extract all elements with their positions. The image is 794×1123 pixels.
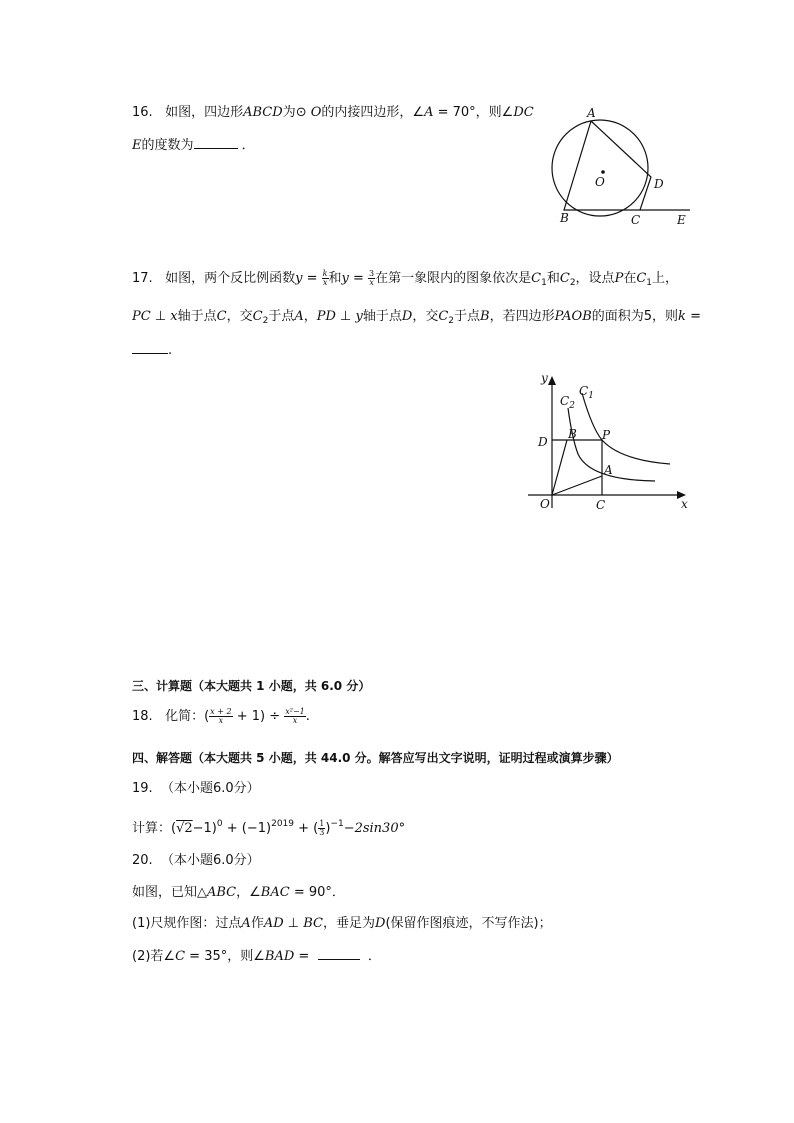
q18-line bbox=[132, 708, 310, 726]
q17-text1: 如图，两个反比例函数 bbox=[165, 271, 296, 286]
q20-d: D bbox=[375, 916, 386, 931]
q16-text6: ． bbox=[241, 138, 255, 153]
q17-label-y: y bbox=[541, 371, 548, 385]
q17-l2-t7: 于点 bbox=[454, 309, 481, 324]
q20-line3b: = 35°，则∠ bbox=[185, 949, 265, 964]
q17-label-c1-main: C bbox=[579, 384, 589, 398]
q17-c2-sub: 2 bbox=[569, 278, 576, 288]
q20-line3 bbox=[132, 946, 381, 966]
q17-c1b: C bbox=[636, 271, 647, 286]
q17-frac-k bbox=[322, 270, 329, 287]
q20-line2d: (保留作图痕迹，不写作法)； bbox=[385, 916, 552, 931]
q17-point-c: C bbox=[216, 309, 227, 324]
q16-label-b: B bbox=[560, 211, 569, 225]
y-arrow-icon bbox=[548, 376, 556, 385]
q17-point-b: B bbox=[480, 309, 490, 324]
q17-line1 bbox=[132, 270, 678, 292]
q16-center-dot bbox=[601, 170, 605, 174]
q17-label-b: B bbox=[568, 427, 577, 441]
q17-text3: ，设点 bbox=[575, 271, 615, 286]
q20-abc: ABC bbox=[207, 885, 237, 900]
q17-l2-t9: 的面积为5，则 bbox=[591, 309, 679, 324]
q17-end: . bbox=[168, 343, 173, 358]
q20-bad: BAD bbox=[264, 949, 295, 964]
q16-label-o: O bbox=[595, 175, 605, 189]
q17-eq2: = bbox=[348, 271, 369, 286]
q17-perp1: ⊥ bbox=[150, 309, 171, 324]
section-4-heading: 四、解答题（本大题共 5 小题，共 44.0 分。解答应写出文字说明，证明过程或演算步骤） bbox=[132, 751, 619, 765]
q16-dc: DC bbox=[513, 105, 534, 120]
q16-number: 16. bbox=[132, 105, 153, 120]
q20-line3c: = bbox=[294, 949, 310, 964]
q17-k: k bbox=[678, 309, 686, 324]
q17-label-c2-main: C bbox=[560, 394, 570, 408]
q17-text2: 在第一象限内的图象依次是 bbox=[375, 271, 532, 286]
q17-segment-oa bbox=[552, 476, 602, 495]
q17-pd: PD bbox=[316, 309, 336, 324]
q19-exp0: 0 bbox=[216, 819, 223, 829]
q17-he: 和 bbox=[546, 271, 560, 286]
q17-label-p: P bbox=[602, 428, 611, 442]
q16-label-d: D bbox=[654, 177, 664, 191]
q20-header bbox=[132, 852, 260, 870]
q20-perp: ⊥ bbox=[283, 916, 304, 931]
q17-c2: C bbox=[559, 271, 570, 286]
q17-text4: 在 bbox=[623, 271, 637, 286]
q16-line1 bbox=[132, 104, 534, 122]
q16-o: O bbox=[310, 105, 322, 120]
q17-answer-blank[interactable] bbox=[132, 340, 168, 354]
q20-label: （本小题6.0分） bbox=[160, 853, 260, 868]
q20-a: A bbox=[241, 916, 251, 931]
q19-calc: 计算：( bbox=[132, 821, 177, 836]
q17-label-c: C bbox=[596, 498, 606, 512]
q20-line2c: ，垂足为 bbox=[322, 916, 375, 931]
circle-symbol: ⊙ bbox=[295, 105, 307, 120]
q18-frac2-den: x bbox=[292, 716, 298, 725]
q16-abcd: ABCD bbox=[243, 105, 283, 120]
q16-label-c: C bbox=[631, 213, 641, 227]
q17-l2-c2b: C bbox=[438, 309, 449, 324]
q17-frac-k-den: x bbox=[322, 278, 328, 287]
q17-paob: PAOB bbox=[554, 309, 592, 324]
q19-close: ) bbox=[325, 821, 331, 836]
q20-line2a: (1)尺规作图：过点 bbox=[132, 916, 242, 931]
q16-text1: 如图，四边形 bbox=[165, 105, 244, 120]
q20-line1c: = 90°． bbox=[289, 885, 345, 900]
q16-e: E bbox=[132, 138, 142, 153]
q19-exp-neg1: −1 bbox=[330, 819, 344, 829]
q17-frac-3-den: x bbox=[369, 278, 374, 287]
q17-l2-t5: 轴于点 bbox=[362, 309, 402, 324]
q18-end: . bbox=[305, 709, 310, 724]
q17-l2-t1: 轴于点 bbox=[177, 309, 217, 324]
q20-line2b: 作 bbox=[250, 916, 264, 931]
q17-label-c2-sub: 2 bbox=[569, 401, 575, 411]
q17-l2-t4: ， bbox=[303, 309, 317, 324]
q17-label-d: D bbox=[538, 435, 548, 449]
q17-line3 bbox=[132, 340, 172, 360]
q20-line1 bbox=[132, 884, 345, 902]
q19-header bbox=[132, 780, 260, 798]
q18-frac1 bbox=[209, 708, 232, 725]
q17-l2-t2: ，交 bbox=[226, 309, 253, 324]
q17-segment-ob bbox=[552, 440, 567, 495]
q17-l2-c2: C bbox=[252, 309, 263, 324]
q20-ad: AD bbox=[263, 916, 284, 931]
q19-frac-den: 3 bbox=[319, 828, 325, 837]
q17-p: P bbox=[614, 271, 624, 286]
q17-l2-t6: ，交 bbox=[412, 309, 439, 324]
q19-plus1: + (−1) bbox=[222, 821, 272, 836]
q19-sqrt: √2 bbox=[176, 821, 193, 836]
q17-number: 17. bbox=[132, 271, 153, 286]
q20-answer-blank[interactable] bbox=[318, 946, 360, 960]
q17-frac-k-num: k bbox=[322, 269, 328, 278]
q20-bac: BAC bbox=[260, 885, 290, 900]
q17-label-x: x bbox=[681, 497, 688, 511]
q17-frac-3-num: 3 bbox=[369, 269, 375, 278]
q16-label-a: A bbox=[587, 106, 596, 120]
q18-frac1-num: x + 2 bbox=[210, 707, 232, 716]
q19-plus2: + ( bbox=[294, 821, 319, 836]
q17-l2-t3: 于点 bbox=[268, 309, 295, 324]
q17-eq1: = bbox=[302, 271, 322, 286]
q19-exp2019: 2019 bbox=[271, 819, 294, 829]
q19-number: 19. bbox=[132, 781, 153, 796]
q17-curve-c1 bbox=[582, 393, 670, 464]
q19-label: （本小题6.0分） bbox=[160, 781, 260, 796]
q20-line1a: 如图，已知△ bbox=[132, 885, 207, 900]
q16-text5: 的度数为 bbox=[141, 138, 194, 153]
q16-answer-blank[interactable] bbox=[194, 135, 238, 149]
q19-expression bbox=[132, 815, 405, 838]
q17-label-a: A bbox=[604, 463, 613, 477]
q17-c1-sub: 1 bbox=[541, 278, 547, 288]
q16-line2 bbox=[132, 135, 255, 155]
q17-pc: PC bbox=[132, 309, 151, 324]
q18-frac1-den: x bbox=[218, 716, 224, 725]
q17-label-o: O bbox=[540, 497, 550, 511]
q19-minus1: −1) bbox=[192, 821, 217, 836]
q18-number: 18. bbox=[132, 709, 153, 724]
q20-bc: BC bbox=[303, 916, 323, 931]
q16-a: A bbox=[424, 105, 434, 120]
q17-c1: C bbox=[531, 271, 542, 286]
q17-x-axis: x bbox=[170, 309, 178, 324]
q17-text5: 上， bbox=[652, 271, 679, 286]
q17-label-c1 bbox=[579, 384, 594, 401]
q17-point-d: D bbox=[401, 309, 413, 324]
q18-text: 化简：( bbox=[165, 709, 210, 724]
q20-line2 bbox=[132, 915, 552, 933]
q17-figure bbox=[520, 368, 700, 516]
q17-l2-t8: ，若四边形 bbox=[489, 309, 555, 324]
q20-line3a: (2)若∠ bbox=[132, 949, 176, 964]
q17-y-axis: y bbox=[355, 309, 363, 324]
q19-frac-num: 1 bbox=[319, 819, 325, 828]
q17-l2-t10: = bbox=[685, 309, 701, 324]
q17-line2 bbox=[132, 308, 701, 330]
q16-text3: 的内接四边形，∠ bbox=[321, 105, 425, 120]
q17-point-a: A bbox=[294, 309, 304, 324]
q17-and: 和 bbox=[328, 271, 342, 286]
q18-frac2-num: x²−1 bbox=[285, 707, 305, 716]
q18-frac2 bbox=[284, 708, 306, 725]
q20-c: C bbox=[175, 949, 186, 964]
q16-text2: 为 bbox=[282, 105, 296, 120]
q17-y2: y bbox=[341, 271, 349, 286]
q16-label-e: E bbox=[677, 213, 686, 227]
q17-y1: y bbox=[295, 271, 303, 286]
q20-number: 20. bbox=[132, 853, 153, 868]
q20-line3d: ． bbox=[367, 949, 381, 964]
q16-figure bbox=[545, 100, 705, 230]
q17-label-c1-sub: 1 bbox=[588, 391, 594, 401]
section-3-heading: 三、计算题（本大题共 1 小题，共 6.0 分） bbox=[132, 679, 371, 693]
q20-line1b: ，∠ bbox=[236, 885, 261, 900]
q19-tail: −2sin30° bbox=[343, 821, 406, 836]
q17-perp2: ⊥ bbox=[335, 309, 356, 324]
q17-l2-c2-sub: 2 bbox=[262, 316, 269, 326]
q17-c1b-sub: 1 bbox=[646, 278, 653, 288]
q16-text4: = 70°，则∠ bbox=[433, 105, 514, 120]
q17-l2-c2b-sub: 2 bbox=[448, 316, 455, 326]
q18-mid: + 1) ÷ bbox=[232, 709, 285, 724]
